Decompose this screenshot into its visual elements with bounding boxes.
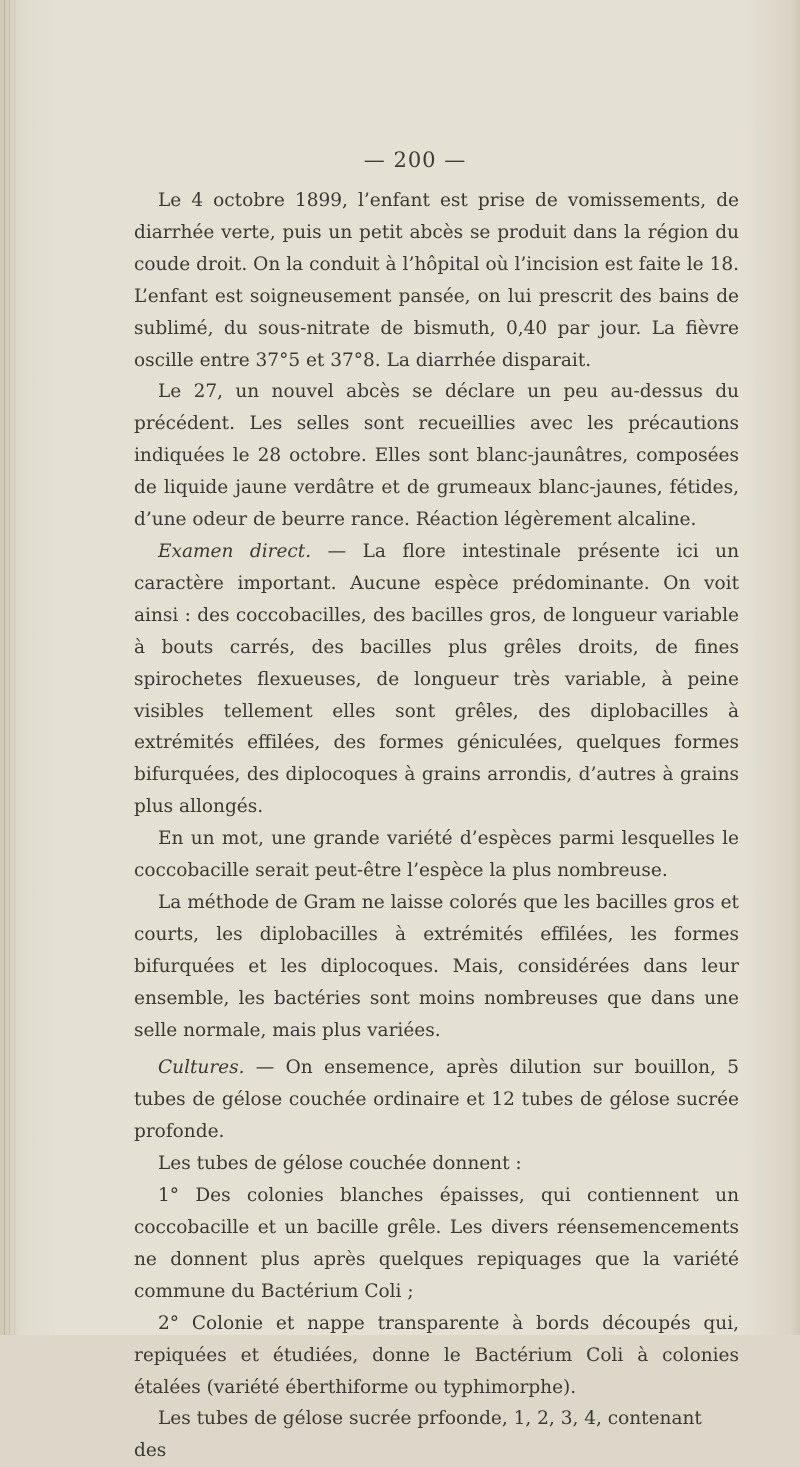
section-heading-cultures: Cultures. <box>158 1057 245 1079</box>
paragraph: En un mot, une grande variété d’espèces parmi lesquelles le coccobacille serait peut-être l’espèce la plus nombreuse. <box>134 828 739 882</box>
paragraph <box>134 536 739 823</box>
paragraph: La méthode de Gram ne laisse colorés que les bacilles gros et courts, les diplobacilles à extrémités effilées, les formes bifurquées et les diplocoques. Mais, considérées dans leur ensemble, les bactéries sont moins nombreuses que dans une selle normale, mais plus variées. <box>134 891 739 1041</box>
body-text <box>134 185 739 1467</box>
paragraph-text: — On ensemence, après dilution sur bouillon, 5 tubes de gélose couchée ordinaire et 12 tubes de gélose sucrée profonde. <box>134 1057 739 1143</box>
paragraph <box>134 1052 739 1148</box>
paragraph-text: — La flore intestinale présente ici un caractère important. Aucune espèce prédominante. On voit ainsi : des coccobacilles, des bacilles gros, de longueur variable à bouts carrés, des bacilles plus grêles droits, de fines spirochetes flexueuses, de longueur très variable, à peine visibles tellement elles sont grêles, des diplobacilles à extrémités effilées, des formes géniculées, quelques formes bifurquées, des diplocoques à grains arrondis, d’autres à grains plus allongés. <box>134 540 739 818</box>
binding-edge-line <box>14 0 15 1335</box>
paragraph: 1° Des colonies blanches épaisses, qui contiennent un coccobacille et un bacille grêle. Les divers réensemencements ne donnent plus après quelques repiquages que la variété commune du Bactérium Coli ; <box>134 1185 739 1302</box>
binding-edge-line <box>9 0 10 1335</box>
paragraph: Le 27, un nouvel abcès se déclare un peu au-dessus du précédent. Les selles sont recueillies avec les précautions indiquées le 28 octobre. Elles sont blanc-jaunâtres, composées de liquide jaune verdâtre et de grumeaux blanc-jaunes, fétides, d’une odeur de beurre rance. Réaction légèrement alcaline. <box>134 381 739 531</box>
paragraph: Le 4 octobre 1899, l’enfant est prise de vomissements, de diarrhée verte, puis un petit abcès se produit dans la région du coude droit. On la conduit à l’hôpital où l’incision est faite le 18. L’enfant est soigneusement pansée, on lui prescrit des bains de sublimé, du sous-nitrate de bismuth, 0,40 par jour. La fièvre oscille entre 37°5 et 37°8. La diarrhée disparait. <box>134 190 739 371</box>
paragraph: Les tubes de gélose sucrée prfoonde, 1, 2, 3, 4, contenant des <box>134 1408 702 1462</box>
page-number: — 200 — <box>363 148 467 172</box>
section-heading-examen-direct: Examen direct. <box>158 540 312 562</box>
paragraph: 2° Colonie et nappe transparente à bords découpés qui, repiquées et étudiées, donne le Bactérium Coli à colonies étalées (variété éberthiforme ou typhimorphe). <box>134 1312 739 1398</box>
paragraph: Les tubes de gélose couchée donnent : <box>158 1153 522 1175</box>
binding-edge-line <box>4 0 5 1335</box>
